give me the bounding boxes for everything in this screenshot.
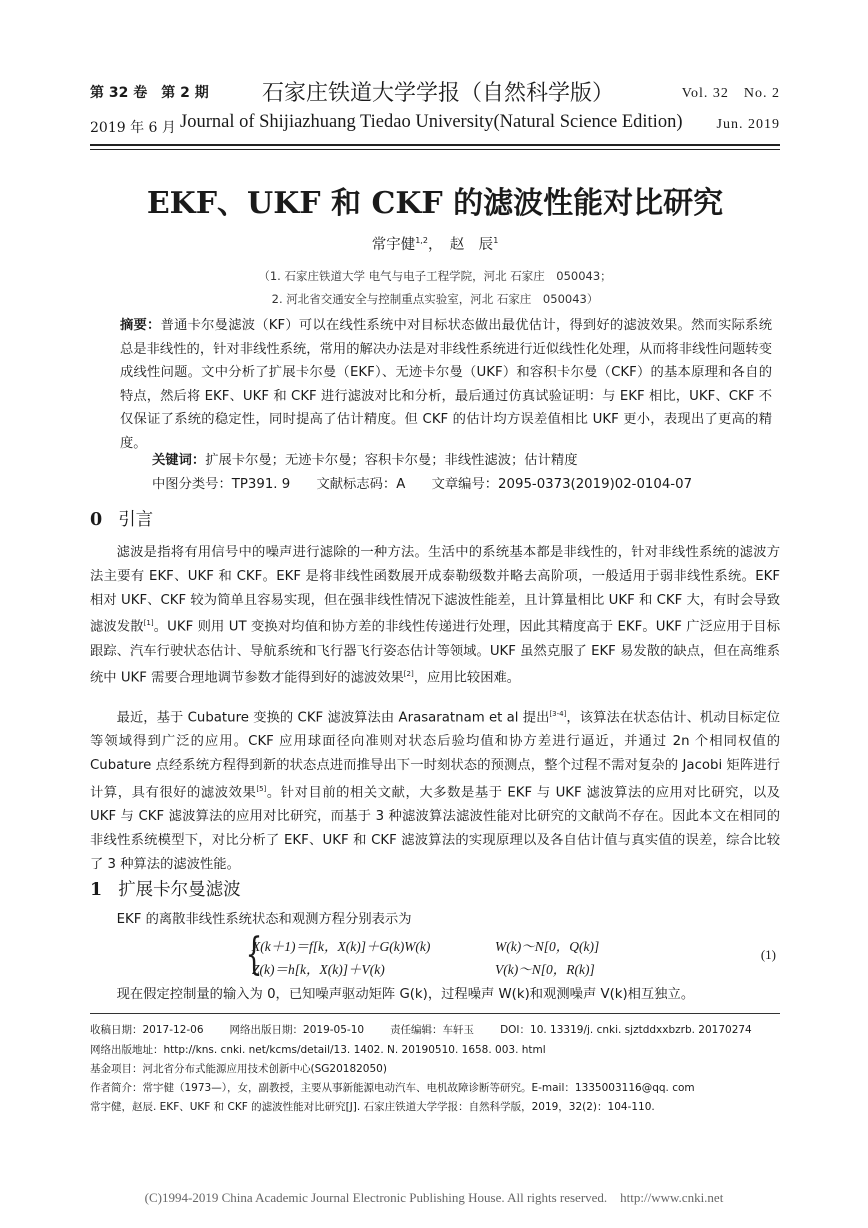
journal-name-en: Journal of Shijiazhuang Tiedao University(Natural Science Edition) xyxy=(180,112,683,132)
author-separator: ， xyxy=(427,237,450,253)
classification-line xyxy=(152,473,772,492)
equation-row-2-left: Z(k)＝h[k，X(k)]＋V(k) xyxy=(252,962,385,977)
abstract xyxy=(120,314,772,455)
footnote-fund: 基金项目：河北省分布式能源应用技术创新中心(SG20182050) xyxy=(90,1063,387,1075)
citation-ref[interactable]: [3-4] xyxy=(549,710,567,718)
intro-paragraph-2 xyxy=(90,703,780,876)
received-date: 收稿日期：2017-12-06 xyxy=(90,1024,204,1036)
keywords xyxy=(152,449,772,468)
keywords-text: 扩展卡尔曼；无迹卡尔曼；容积卡尔曼；非线性滤波；估计精度 xyxy=(205,453,578,468)
intro-p1-text-b: 。UKF 则用 UT 变换对均值和协方差的非线性传递进行处理，因此其精度高于 EKF。UKF 广泛应用于目标跟踪、汽车行驶状态估计、导航系统和飞行器飞行姿态估计等领域。UKF 虽然克服了 EKF 易发散的缺点，但在高维系统中 UKF 需要合理地调节参数才能得到好的滤波效果 xyxy=(90,619,781,686)
citation-ref[interactable]: [2] xyxy=(403,670,414,679)
online-date: 网络出版日期：2019-05-10 xyxy=(229,1024,365,1036)
editor: 责任编辑：车轩玉 xyxy=(390,1024,475,1036)
intro-p1-text-a: 滤波是指将有用信号中的噪声进行滤除的一种方法。生活中的系统基本都是非线性的，针对非线性系统的滤波方法主要有 EKF、UKF 和 CKF。EKF 是将非线性函数展开成泰勒级数并略去高阶项，一般适用于弱非线性系统。EKF 相对 UKF、CKF 较为简单且容易实现，但在强非线性情况下滤波性能差，且计算量相比 UKF 和 CKF 大，有时会导致滤波发散 xyxy=(90,545,780,635)
doi[interactable]: DOI：10. 13319/j. cnki. sjztddxxbzrb. 20170274 xyxy=(500,1024,752,1036)
volume-issue: 第 32 卷 第 2 期 xyxy=(90,85,209,101)
header-rule-thin xyxy=(90,149,780,150)
volume-issue-en: Vol. 32 No. 2 xyxy=(681,86,780,101)
section-0-heading xyxy=(90,506,153,531)
intro-p2-text-c: 。针对目前的相关文献，大多数是基于 EKF 与 UKF 滤波算法的应用对比研究，以及 UKF 与 CKF 滤波算法的应用对比研究，而基于 3 种滤波算法滤波性能对比研究的文献尚不存在。因此本文在相同的非线性系统模型下，对比分析了 EKF、UKF 和 CKF 滤波算法的实现原理以及各自估计值与真实值的误差，综合比较了 3 种算法的滤波性能。 xyxy=(90,785,780,872)
footnote-citation: 常宇健，赵辰. EKF、UKF 和 CKF 的滤波性能对比研究[J]. 石家庄铁道大学学报：自然科学版，2019，32(2)：104-110. xyxy=(90,1101,655,1113)
journal-name-cn: 石家庄铁道大学学报（自然科学版） xyxy=(262,81,615,106)
section-0-number: 0 xyxy=(90,510,103,530)
author-line xyxy=(90,233,780,254)
section-1-intro: EKF 的离散非线性系统状态和观测方程分别表示为 xyxy=(116,912,412,927)
equation-row-1-right: W(k)～N[0，Q(k)] xyxy=(495,939,600,954)
section-1-heading xyxy=(90,876,241,901)
section-1-after-equation: 现在假定控制量的输入为 0，已知噪声驱动矩阵 G(k)，过程噪声 W(k)和观测噪声 V(k)相互独立。 xyxy=(116,987,695,1002)
running-header-line1 xyxy=(90,78,780,104)
intro-paragraph-1 xyxy=(90,541,780,691)
author-2: 赵 辰 xyxy=(449,237,494,253)
intro-p1-text-c: ，应用比较困难。 xyxy=(413,670,521,686)
affiliation-2: 2. 河北省交通安全与控制重点实验室，河北 石家庄 050043） xyxy=(271,292,599,306)
footnote-bio: 作者简介：常宇健（1973—），女，副教授，主要从事新能源电动汽车、电机故障诊断等研究。E-mail：1335003116@qq. com xyxy=(90,1082,695,1094)
author-2-affil: 1 xyxy=(493,236,499,246)
equation-1 xyxy=(240,929,780,980)
section-1-number: 1 xyxy=(90,880,103,900)
affiliation-1: （1. 石家庄铁道大学 电气与电子工程学院，河北 石家庄 050043； xyxy=(258,269,612,283)
copyright-line: (C)1994-2019 China Academic Journal Electronic Publishing House. All rights reserved. http://www.cnki.net xyxy=(144,1190,724,1205)
date-en: Jun. 2019 xyxy=(716,117,780,132)
equation-row-1-left: X(k＋1)＝f[k，X(k)]＋G(k)W(k) xyxy=(252,939,431,954)
clc-number: 中图分类号：TP391. 9 xyxy=(152,477,291,492)
equation-brace: { xyxy=(245,929,263,980)
keywords-label: 关键词： xyxy=(152,453,206,468)
section-0-title: 引言 xyxy=(118,510,154,530)
footnote-rule xyxy=(90,1013,780,1014)
section-1-title: 扩展卡尔曼滤波 xyxy=(118,880,241,900)
equation-row-2-right: V(k)～N[0，R(k)] xyxy=(495,962,595,977)
author-1: 常宇健 xyxy=(371,237,416,253)
intro-p2-text-a: 最近，基于 Cubature 变换的 CKF 滤波算法由 Arasaratnam et al 提出 xyxy=(116,710,550,726)
article-number: 文章编号：2095-0373(2019)02-0104-07 xyxy=(431,477,693,492)
document-code: 文献标志码：A xyxy=(316,477,406,492)
intro-p2-text-b: ，该算法在状态估计、机动目标定位等领域得到广泛的应用。CKF 应用球面径向准则对状态后验均值和协方差进行逼近，并通过 2n 个相同权值的 Cubature 点经系统方程得到新的状态点进而推导出下一时刻状态的预测点，整个过程不需对复杂的 Jacobi 矩阵进行计算，具有很好的滤波效果 xyxy=(90,710,780,801)
header-rule-thick xyxy=(90,144,780,146)
author-1-affil: 1,2 xyxy=(415,236,428,246)
citation-ref[interactable]: [5] xyxy=(256,784,267,793)
abstract-label: 摘要： xyxy=(120,318,161,333)
running-header-line2 xyxy=(90,112,780,138)
footnote-dates xyxy=(90,1022,780,1037)
abstract-text: 普通卡尔曼滤波（KF）可以在线性系统中对目标状态做出最优估计，得到好的滤波效果。然而实际系统总是非线性的，针对非线性系统，常用的解决办法是对非线性系统进行近似线性化处理，从而将非线性问题转变成线性问题。文中分析了扩展卡尔曼（EKF）、无迹卡尔曼（UKF）和容积卡尔曼（CKF）的基本原理和各自的特点，然后将 EKF、UKF 和 CKF 进行滤波对比和分析，最后通过仿真试验证明：与 EKF 相比，UKF、CKF 不仅保证了系统的稳定性，同时提高了估计精度。但 CKF 的估计均方误差值相比 UKF 更小，表现出了更高的精度。 xyxy=(120,318,772,451)
paper-title: EKF、UKF 和 CKF 的滤波性能对比研究 xyxy=(146,186,724,221)
footnote-url[interactable]: 网络出版地址：http://kns. cnki. net/kcms/detail/13. 1402. N. 20190510. 1658. 003. html xyxy=(90,1044,546,1056)
equation-number: (1) xyxy=(760,947,776,962)
citation-ref[interactable]: [1] xyxy=(143,619,154,628)
date-cn: 2019 年 6 月 xyxy=(90,120,176,136)
